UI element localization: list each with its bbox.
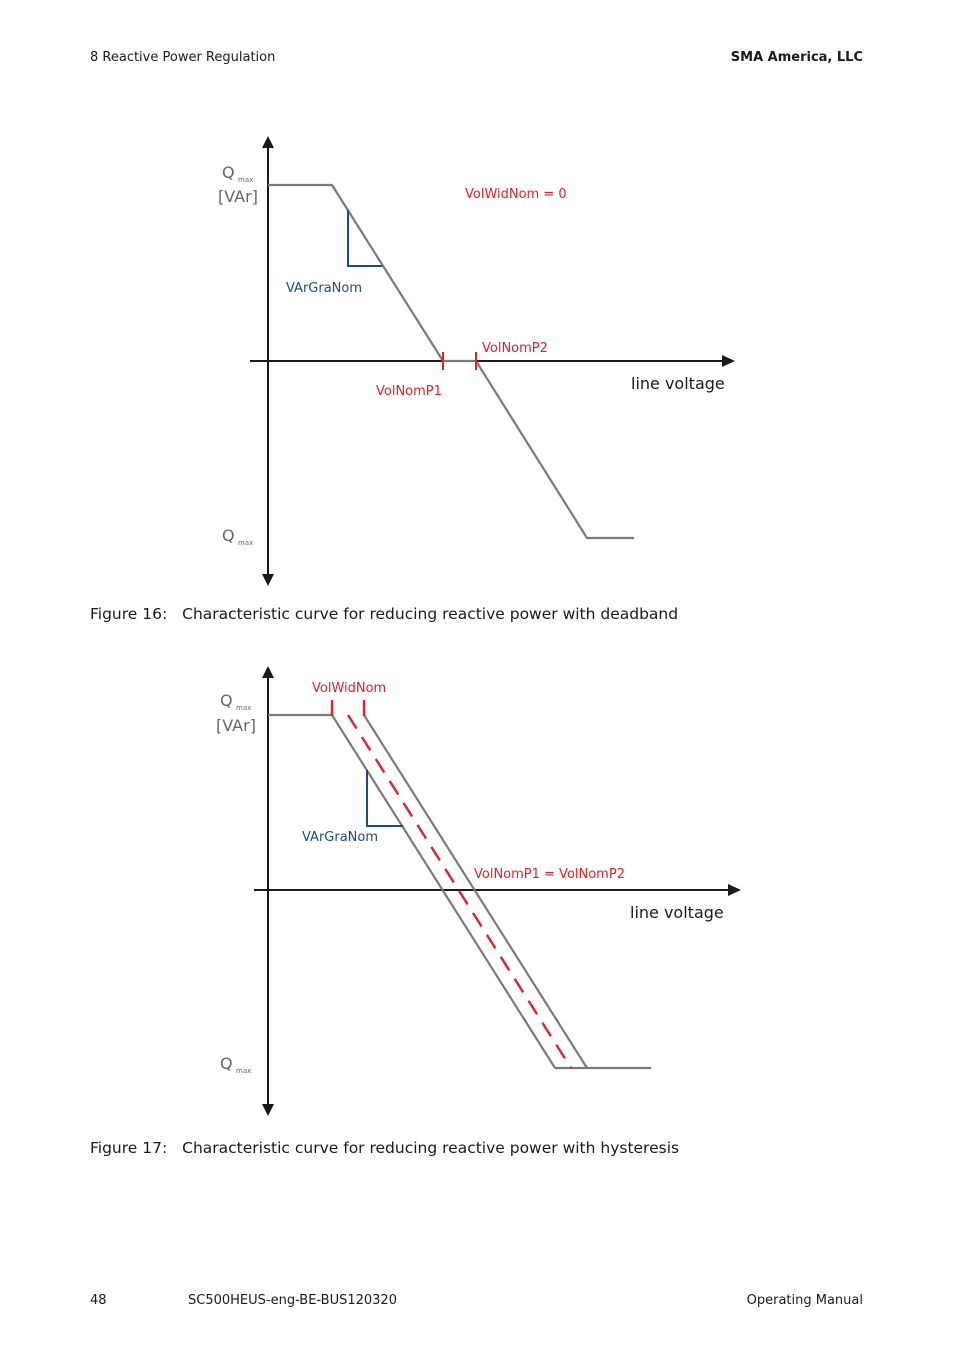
volnomp1-label: VolNomP1 [376, 384, 442, 399]
y-top-sub: max [238, 176, 254, 184]
y-unit-label: [VAr] [218, 187, 258, 206]
y-axis-arrow-bottom [262, 1104, 274, 1116]
y-axis-arrow-top [262, 666, 274, 678]
y-unit-label: [VAr] [216, 716, 256, 735]
header-section: 8 Reactive Power Regulation [90, 50, 276, 65]
y-top-sub: max [236, 704, 252, 712]
footer-doc-type: Operating Manual [746, 1293, 863, 1308]
figure-17-caption-text: Characteristic curve for reducing reactive power with hysteresis [182, 1139, 680, 1157]
y-bottom-label: Q [222, 526, 235, 545]
header-company: SMA America, LLC [730, 50, 863, 65]
volwidnom-label: VolWidNom [312, 681, 387, 696]
vargranom-label: VArGraNom [302, 830, 379, 845]
footer-doc-id: SC500HEUS-eng-BE-BUS120320 [188, 1293, 397, 1308]
y-top-label: Q [222, 163, 235, 182]
volnom-label: VolNomP1 = VolNomP2 [474, 867, 625, 882]
volwidnom-label: VolWidNom = 0 [465, 187, 567, 202]
y-axis-arrow-bottom [262, 574, 274, 586]
hysteresis-curve-left [268, 715, 555, 1068]
y-top-label: Q [220, 691, 233, 710]
vargranom-label: VArGraNom [286, 281, 363, 296]
x-axis-label: line voltage [631, 374, 725, 393]
x-axis-arrow [728, 884, 741, 896]
y-axis-arrow-top [262, 136, 274, 148]
footer-page-number: 48 [90, 1293, 107, 1308]
figure-17-chart [0, 650, 954, 1130]
figure-16-caption-number: Figure 16: [90, 605, 168, 623]
y-bottom-label: Q [220, 1054, 233, 1073]
x-axis-arrow [722, 355, 735, 367]
figure-16-caption [90, 605, 678, 623]
figure-16-caption-text: Characteristic curve for reducing reactive power with deadband [182, 605, 679, 623]
figure-17-caption [90, 1139, 679, 1157]
y-bottom-sub: max [236, 1067, 252, 1075]
hysteresis-curve-right [364, 715, 651, 1068]
center-dashed-curve [348, 715, 571, 1068]
volnomp2-label: VolNomP2 [482, 341, 548, 356]
y-bottom-sub: max [238, 539, 254, 547]
x-axis-label: line voltage [630, 903, 724, 922]
figure-16-chart [0, 120, 954, 600]
figure-17-caption-number: Figure 17: [90, 1139, 168, 1157]
